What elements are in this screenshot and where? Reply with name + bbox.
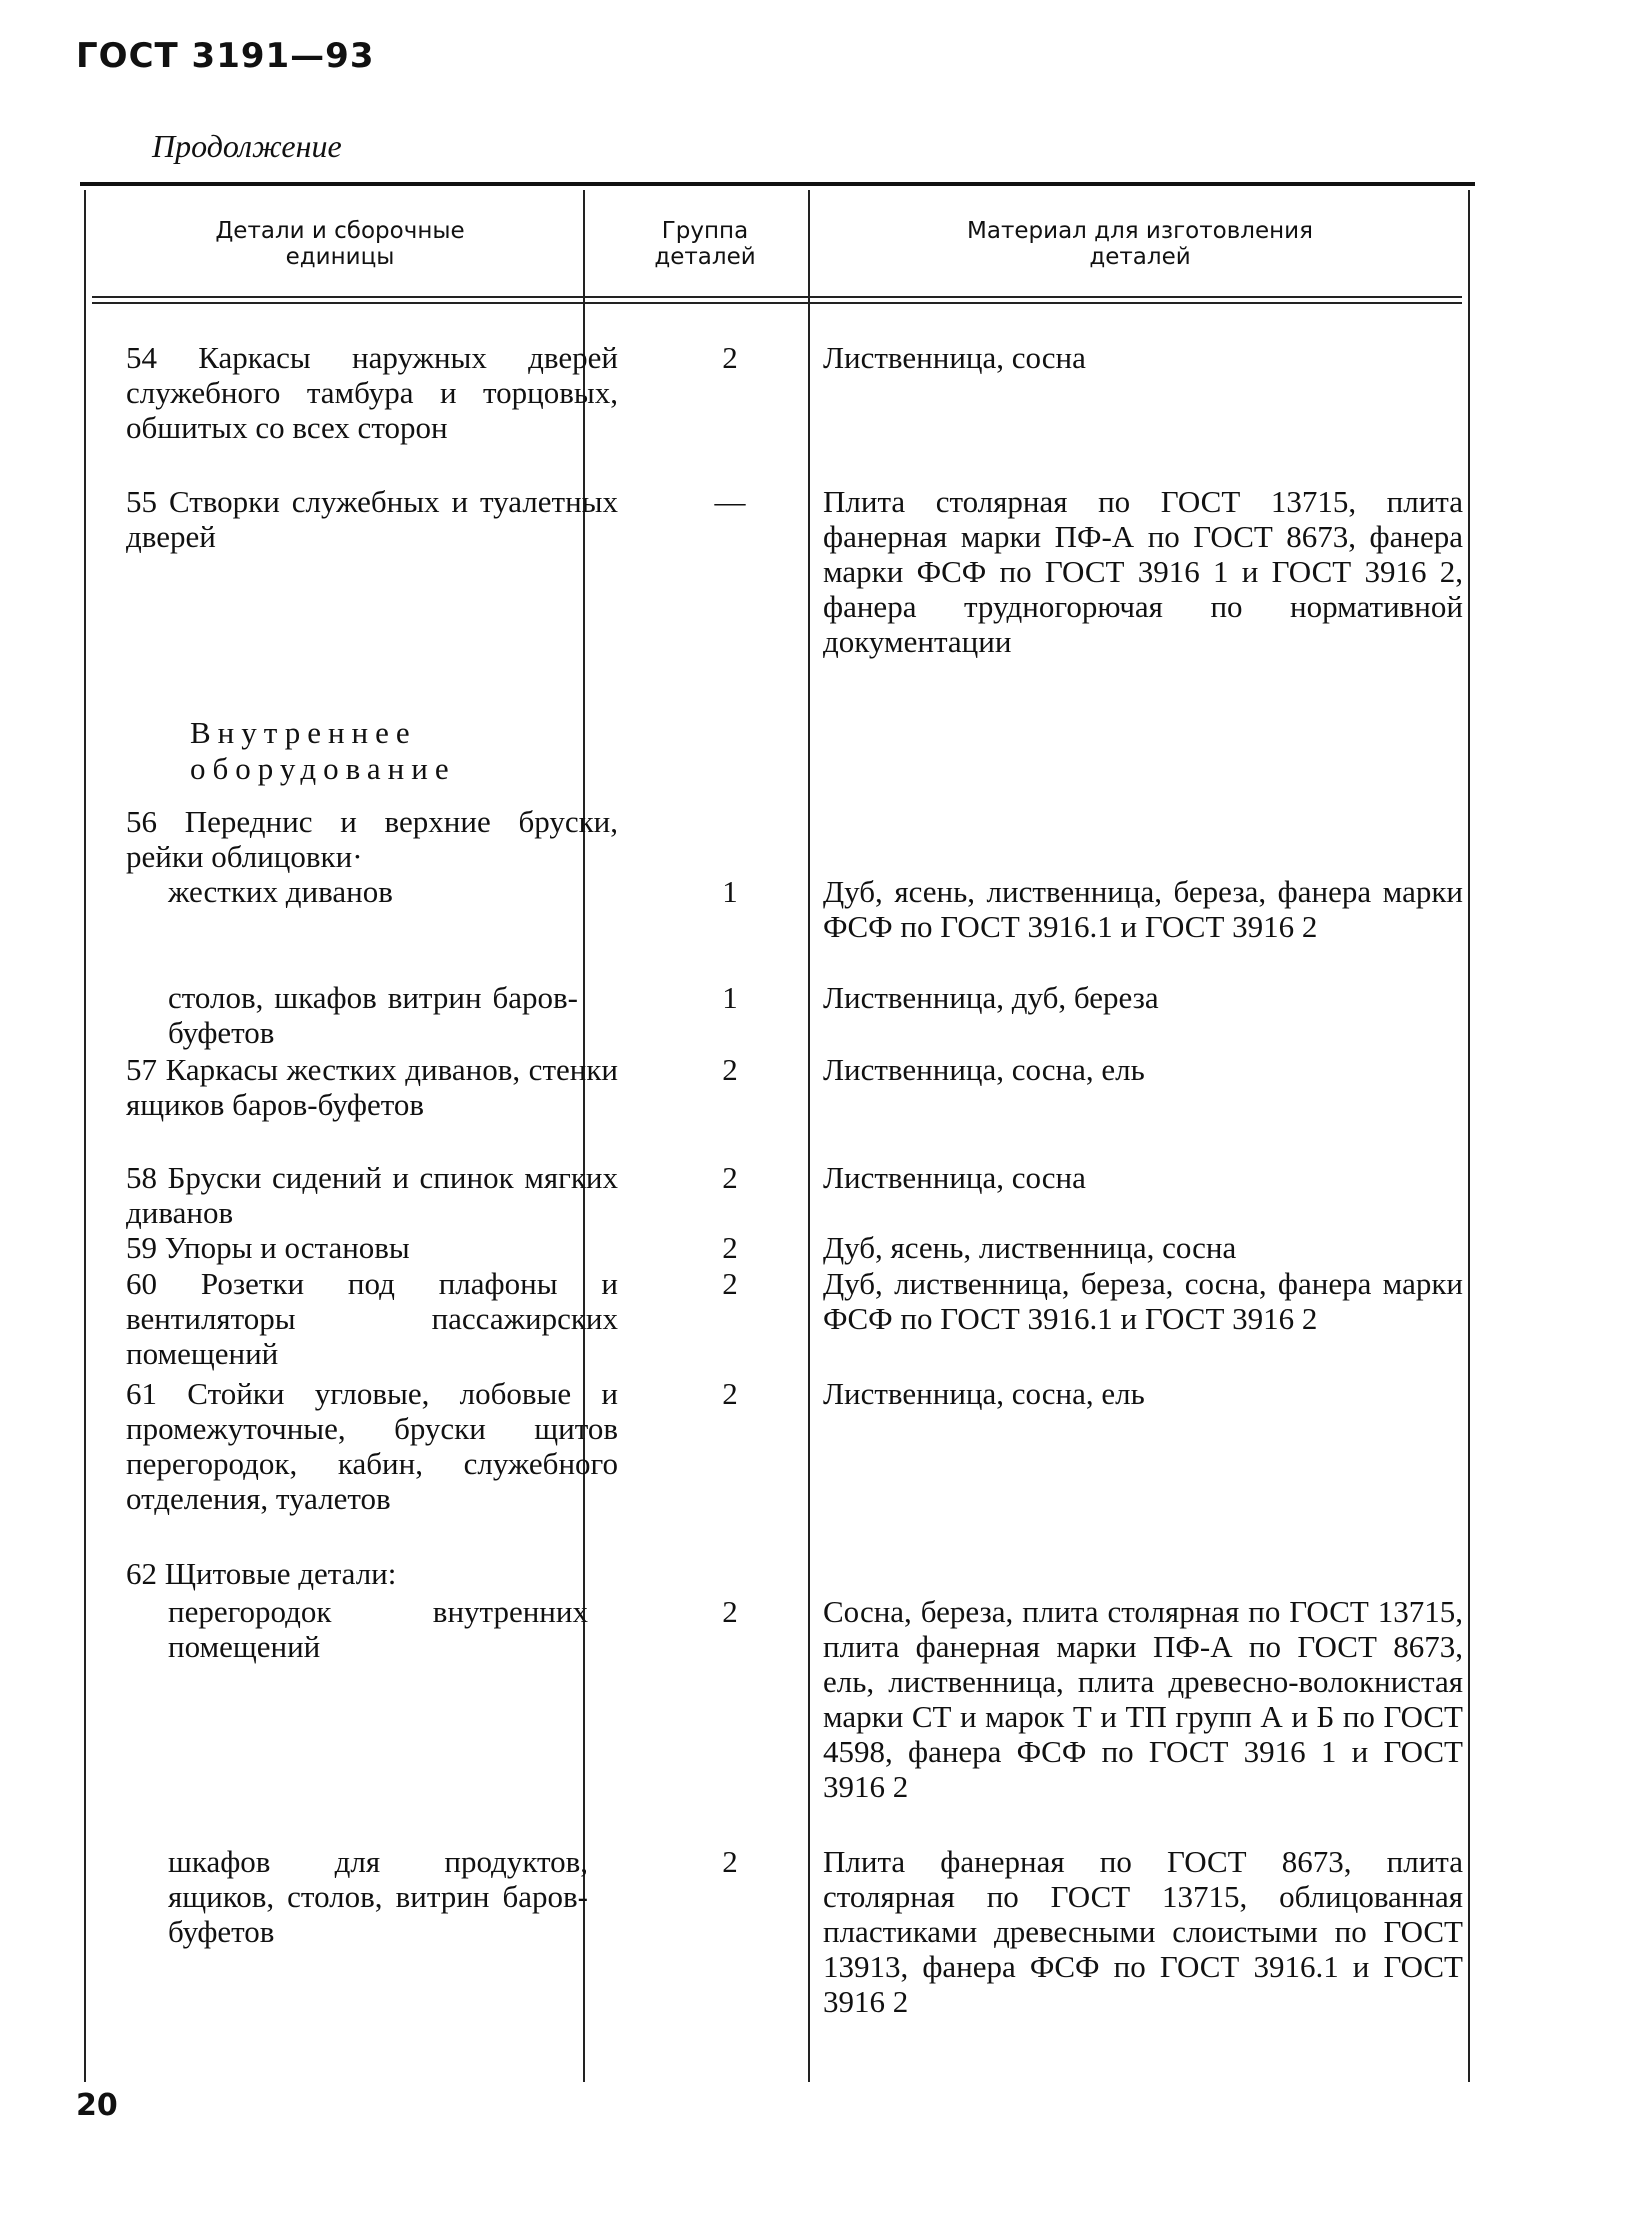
row-62-sub-2: шкафов для продуктов, ящиков, столов, витрин баров-буфетов [168,1844,588,1949]
row-62-group-1: 2 [722,1594,738,1629]
page-number: 20 [76,2088,118,2123]
row-55-part: 55 Створки служебных и туалетных дверей [126,484,618,554]
table-top-rule [80,182,1475,186]
row-56-material-2: Лиственница, дуб, береза [823,980,1159,1015]
document-code: ГОСТ 3191—93 [76,36,375,76]
row-59-group: 2 [722,1230,738,1265]
row-62-material-2: Плита фанерная по ГОСТ 8673, плита столярная по ГОСТ 13715, облицованная пластиками древесными слоистыми по ГОСТ 13913, фанера ФСФ по ГОСТ 3916.1 и ГОСТ 3916 2 [823,1844,1463,2019]
row-56-group-2: 1 [722,980,738,1015]
row-60-group: 2 [722,1266,738,1301]
row-55-group: — [714,484,746,519]
section-heading-line-1: Внутреннее [190,715,417,750]
row-56-sub-1: жестких диванов [168,874,393,909]
row-59-part: 59 Упоры и остановы [126,1230,410,1265]
row-60-part: 60 Розетки под плафоны и вентиляторы пассажирских помещений [126,1266,618,1371]
row-56-sub-2: столов, шкафов витрин баров-буфетов [168,980,578,1050]
row-62-sub-1: перегородок внутренних помещений [168,1594,588,1664]
row-60-material: Дуб, лиственница, береза, сосна, фанера марки ФСФ по ГОСТ 3916.1 и ГОСТ 3916 2 [823,1266,1463,1336]
row-54-material: Лиственница, сосна [823,340,1086,375]
row-55-material: Плита столярная по ГОСТ 13715, плита фанерная марки ПФ-А по ГОСТ 8673, фанера марки ФСФ по ГОСТ 3916 1 и ГОСТ 3916 2, фанера трудногорючая по нормативной документации [823,484,1463,659]
row-61-part: 61 Стойки угловые, лобовые и промежуточные, бруски щитов перегородок, кабин, служебного отделения, туалетов [126,1376,618,1516]
row-57-group: 2 [722,1052,738,1087]
row-56-part: 56 Переднис и верхние бруски, рейки облицовки· [126,804,618,874]
table-right-border [1468,190,1470,2082]
row-59-material: Дуб, ясень, лиственница, сосна [823,1230,1237,1265]
materials-table [80,182,1475,2082]
row-56-material-1: Дуб, ясень, лиственница, береза, фанера марки ФСФ по ГОСТ 3916.1 и ГОСТ 3916 2 [823,874,1463,944]
row-62-material-1: Сосна, береза, плита столярная по ГОСТ 13715, плита фанерная марки ПФ-А по ГОСТ 8673, ель, лиственница, плита древесно-волокнистая марки СТ и марок Т и ТП групп А и Б по ГОСТ 4598, фанера ФСФ по ГОСТ 3916 1 и ГОСТ 3916 2 [823,1594,1463,1804]
row-57-part: 57 Каркасы жестких диванов, стенки ящиков баров-буфетов [126,1052,618,1122]
row-58-part: 58 Бруски сидений и спинок мягких диванов [126,1160,618,1230]
row-58-material: Лиственница, сосна [823,1160,1086,1195]
table-left-border [84,190,86,2082]
header-rule-1 [92,296,1462,298]
row-62-group-2: 2 [722,1844,738,1879]
column-divider-2 [808,190,810,2082]
continuation-label: Продолжение [152,128,342,164]
column-header-material: Материал для изготовления деталей [967,218,1313,270]
column-header-parts: Детали и сборочные единицы [215,218,465,270]
row-58-group: 2 [722,1160,738,1195]
row-61-material: Лиственница, сосна, ель [823,1376,1145,1411]
column-header-group: Группа деталей [654,218,756,270]
row-62-part: 62 Щитовые детали: [126,1556,397,1591]
row-57-material: Лиственница, сосна, ель [823,1052,1145,1087]
column-divider-1 [583,190,585,2082]
section-heading-line-2: оборудование [190,751,456,786]
row-61-group: 2 [722,1376,738,1411]
row-54-part: 54 Каркасы наружных дверей служебного тамбура и торцовых, обшитых со всех сторон [126,340,618,445]
row-56-group-1: 1 [722,874,738,909]
row-54-group: 2 [722,340,738,375]
header-rule-2 [92,302,1462,304]
